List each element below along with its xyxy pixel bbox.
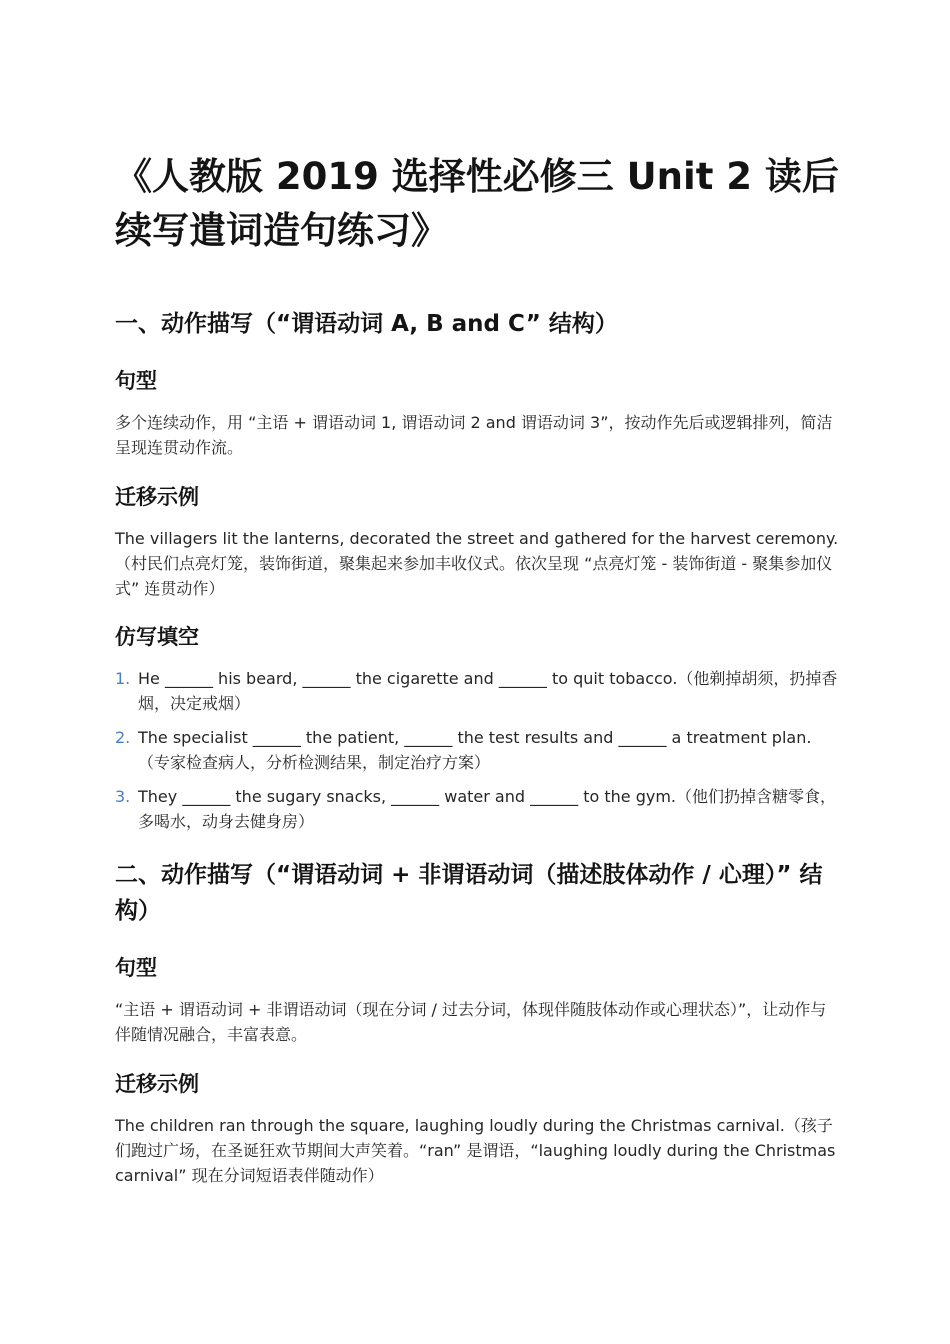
- section-2-pattern: [115, 953, 840, 1047]
- section-1-heading-block: [115, 306, 840, 342]
- exercise-label: 仿写填空: [115, 625, 199, 649]
- example-text: The villagers lit the lanterns, decorated the street and gathered for the harvest ceremony.（村民们点亮灯笼，装饰街道，聚集起来参加丰收仪式。依次呈现 “点亮灯笼 - 装饰街道 - 聚集参加仪式” 连贯动作）: [115, 529, 839, 598]
- section-1-example: [115, 482, 840, 601]
- section-2-heading: 二、动作描写（“谓语动词 + 非谓语动词（描述肢体动作 / 心理）” 结构）: [115, 862, 823, 924]
- section-2-example: [115, 1069, 840, 1188]
- document-title: 《人教版 2019 选择性必修三 Unit 2 读后续写遣词造句练习》: [115, 155, 839, 252]
- exercise-text: They ______ the sugary snacks, ______ water and ______ to the gym.（他们扔掉含糖零食，多喝水，动身去健身房）: [138, 787, 836, 831]
- list-item: [115, 784, 840, 834]
- pattern-text: “主语 + 谓语动词 + 非谓语动词（现在分词 / 过去分词，体现伴随肢体动作或心理状态）”，让动作与伴随情况融合，丰富表意。: [115, 1000, 827, 1044]
- list-item: [115, 725, 840, 775]
- example-label: 迁移示例: [115, 485, 199, 509]
- pattern-label: 句型: [115, 956, 157, 980]
- section-2-heading-block: [115, 857, 840, 929]
- section-1-exercises: [115, 622, 840, 834]
- pattern-label: 句型: [115, 369, 157, 393]
- list-number: 1.: [115, 669, 131, 688]
- section-1-pattern: [115, 366, 840, 460]
- section-1-heading: 一、动作描写（“谓语动词 A, B and C” 结构）: [115, 311, 618, 337]
- exercise-text: The specialist ______ the patient, ______ the test results and ______ a treatment plan.（专家检查病人，分析检测结果，制定治疗方案）: [138, 728, 812, 772]
- list-number: 2.: [115, 728, 131, 747]
- list-number: 3.: [115, 787, 131, 806]
- pattern-text: 多个连续动作，用 “主语 + 谓语动词 1, 谓语动词 2 and 谓语动词 3”，按动作先后或逻辑排列，简洁呈现连贯动作流。: [115, 413, 833, 457]
- exercise-list: [115, 666, 840, 834]
- list-item: [115, 666, 840, 716]
- example-text: The children ran through the square, laughing loudly during the Christmas carnival.（孩子们跑过广场，在圣诞狂欢节期间大声笑着。“ran” 是谓语，“laughing loudly during the Christmas carnival” 现在分词短语表伴随动作）: [115, 1116, 836, 1185]
- exercise-text: He ______ his beard, ______ the cigarette and ______ to quit tobacco.（他剃掉胡须，扔掉香烟，决定戒烟）: [138, 669, 838, 713]
- example-label: 迁移示例: [115, 1072, 199, 1096]
